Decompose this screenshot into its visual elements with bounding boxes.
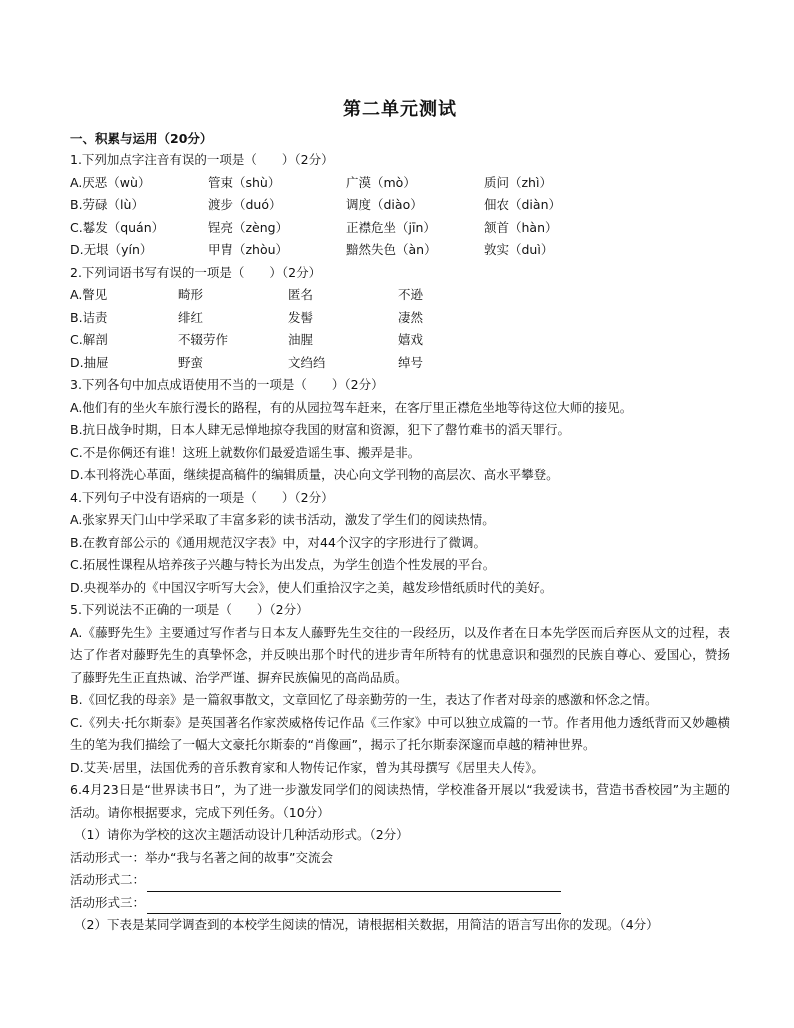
question-1-row-c <box>70 217 730 240</box>
q1-cell: 调度（diào） <box>346 197 423 212</box>
exam-page <box>70 95 730 937</box>
question-2-row-c <box>70 329 730 352</box>
q6-form-label: 活动形式二： <box>70 872 146 887</box>
q2-cell: 文绉绉 <box>288 354 326 370</box>
question-2-stem: 2.下列词语书写有误的一项是（ ）（2分） <box>70 264 322 280</box>
q5-option-d: D.艾芙·居里，法国优秀的音乐教育家和人物传记作家，曾为其母撰写《居里夫人传》。 <box>70 759 544 775</box>
q1-cell: 敦实（duì） <box>484 242 554 257</box>
q1-cell: 质问（zhì） <box>484 174 552 190</box>
question-2-row-d <box>70 352 730 375</box>
answer-blank-line[interactable] <box>147 897 561 914</box>
q4-option-c: C.拓展性课程从培养孩子兴趣与特长为出发点，为学生创造个性发展的平台。 <box>70 557 496 572</box>
q6-part-2: （2）下表是某同学调查到的本校学生阅读的情况，请根据相关数据，用简洁的语言写出你的发现。（4分） <box>74 917 659 932</box>
q2-cell: 畸形 <box>178 287 204 302</box>
question-6-stem: 6.4月23日是“世界读书日”，为了进一步激发同学们的阅读热情，学校准备开展以“我爱读书，营造书香校园”为主题的活动。请你根据要求，完成下列任务。（10分） <box>70 782 730 820</box>
q2-cell: 野蛮 <box>178 354 204 370</box>
section-heading: 一、积累与运用（20分） <box>70 131 213 146</box>
question-1-row-b <box>70 194 730 217</box>
q2-cell: 绰号 <box>398 354 424 370</box>
q2-cell: 不辍劳作 <box>178 332 229 347</box>
q2-cell: B.诘责 <box>70 309 108 325</box>
q2-cell: 油腥 <box>288 332 314 347</box>
q5-option-a: A.《藤野先生》主要通过写作者与日本友人藤野先生交往的一段经历，以及作者在日本先学医而后弃医从文的过程，表达了作者对藤野先生的真挚怀念，并反映出那个时代的进步青年所特有的忧患意识和强烈的民族自尊心、爱国心，赞扬了藤野先生正直热诚、治学严谨、摒弃民族偏见的高尚品质。 <box>70 624 730 685</box>
q2-cell: C.解剖 <box>70 332 108 347</box>
question-5-stem: 5.下列说法不正确的一项是（ ）（2分） <box>70 602 309 617</box>
q1-cell: D.无垠（yín） <box>70 242 153 257</box>
q2-cell: A.瞥见 <box>70 287 108 302</box>
q2-cell: 匿名 <box>288 287 314 302</box>
q1-cell: 甲胄（zhòu） <box>208 242 289 257</box>
q3-option-a: A.他们有的坐火车旅行漫长的路程，有的从园拉驾车赶来，在客厅里正襟危坐地等待这位大师的接见。 <box>70 399 633 415</box>
q6-form-3 <box>70 892 730 915</box>
q6-form-label: 活动形式三： <box>70 894 146 910</box>
q1-cell: 广漠（mò） <box>346 174 416 190</box>
q1-cell: B.劳碌（lù） <box>70 197 144 212</box>
question-3-stem: 3.下列各句中加点成语使用不当的一项是（ ）（2分） <box>70 377 384 392</box>
q1-cell: 渡步（duó） <box>208 197 282 212</box>
q2-cell: D.抽屉 <box>70 354 109 370</box>
q1-cell: 颔首（hàn） <box>484 219 558 235</box>
q5-option-c: C.《列夫·托尔斯泰》是英国著名作家茨威格传记作品《三作家》中可以独立成篇的一节。作者用他力透纸背而又妙趣横生的笔为我们描绘了一幅大文豪托尔斯泰的“肖像画”，揭示了托尔斯泰深邃而卓越的精神世界。 <box>70 714 730 752</box>
q6-form-1 <box>70 847 730 870</box>
answer-blank-line[interactable] <box>147 875 561 892</box>
q5-option-b: B.《回忆我的母亲》是一篇叙事散文，文章回忆了母亲勤劳的一生，表达了作者对母亲的感激和怀念之情。 <box>70 692 658 707</box>
page-title: 第二单元测试 <box>343 99 457 120</box>
question-2-row-a <box>70 284 730 307</box>
q2-cell: 绯红 <box>178 309 204 325</box>
q6-form-2 <box>70 869 730 892</box>
q3-option-b: B.抗日战争时期，日本人肆无忌惮地掠夺我国的财富和资源，犯下了罄竹难书的滔天罪行。 <box>70 422 571 437</box>
q1-cell: 管束（shù） <box>208 174 281 190</box>
q1-cell: 黯然失色（àn） <box>346 242 437 257</box>
q2-cell: 不逊 <box>398 287 424 302</box>
q4-option-b: B.在教育部公示的《通用规范汉字表》中，对44个汉字的字形进行了微调。 <box>70 534 486 550</box>
question-1-stem: 1.下列加点字注音有误的一项是（ ）（2分） <box>70 152 334 167</box>
q1-cell: 佃农（diàn） <box>484 197 561 212</box>
q4-option-d: D.央视举办的《中国汉字听写大会》，使人们重拾汉字之美，越发珍惜纸质时代的美好。 <box>70 579 553 595</box>
q6-form-label: 活动形式一： <box>70 849 146 865</box>
q3-option-d: D.本刊将洗心革面，继续提高稿件的编辑质量，决心向文学刊物的高层次、高水平攀登。 <box>70 467 559 482</box>
q2-cell: 凄然 <box>398 309 424 325</box>
q6-form-answer: 举办“我与名著之间的故事”交流会 <box>145 849 333 865</box>
q6-part-1: （1）请你为学校的这次主题活动设计几种活动形式。（2分） <box>74 827 409 842</box>
q1-cell: 锃亮（zèng） <box>208 219 289 235</box>
q4-option-a: A.张家界天门山中学采取了丰富多彩的读书活动，激发了学生们的阅读热情。 <box>70 512 495 527</box>
q3-option-c: C.不是你俩还有谁！这班上就数你们最爱造谣生事、搬弄是非。 <box>70 444 421 460</box>
q1-cell: 正襟危坐（jīn） <box>346 219 436 235</box>
question-1-row-a <box>70 172 730 195</box>
question-1-row-d <box>70 239 730 262</box>
q1-cell: C.鬈发（quán） <box>70 219 165 235</box>
q2-cell: 发髻 <box>288 309 314 325</box>
question-2-row-b <box>70 307 730 330</box>
q2-cell: 嬉戏 <box>398 332 424 347</box>
question-4-stem: 4.下列句子中没有语病的一项是（ ）（2分） <box>70 489 334 505</box>
q1-cell: A.厌恶（wù） <box>70 174 151 190</box>
